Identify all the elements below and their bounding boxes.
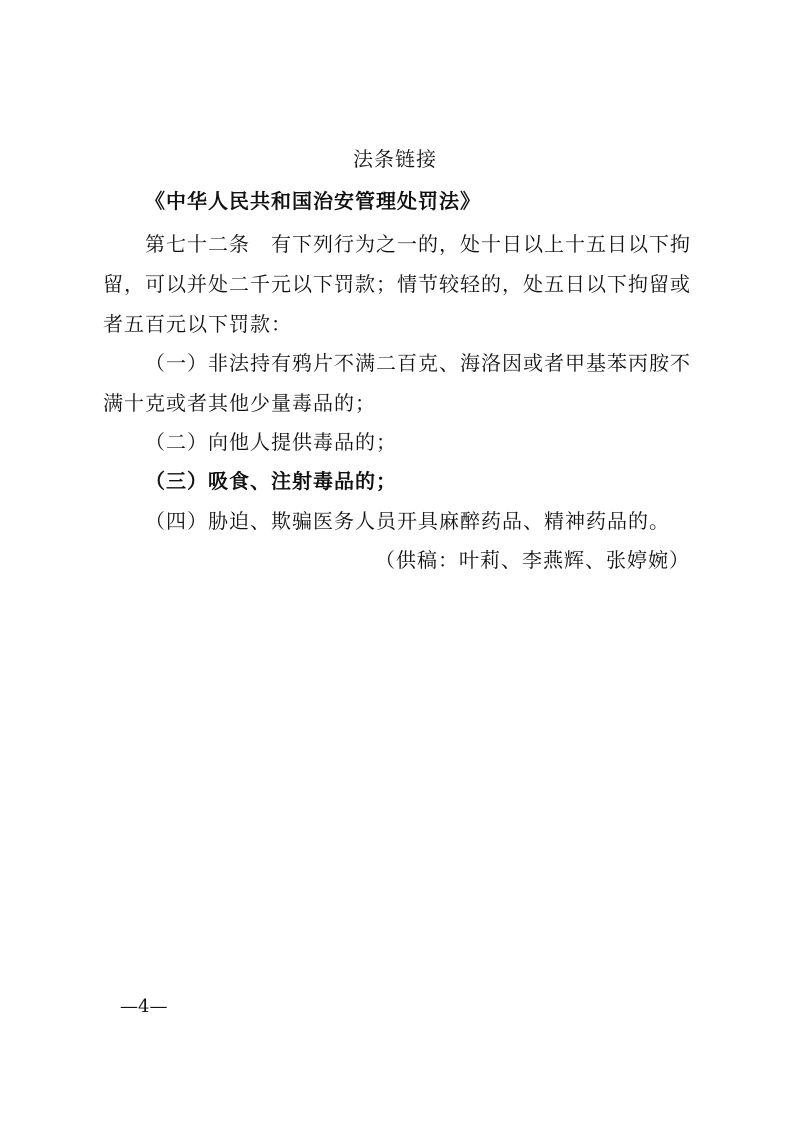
law-title: 《中华人民共和国治安管理处罚法》 xyxy=(145,189,481,213)
article-line-3: 者五百元以下罚款： xyxy=(103,312,292,336)
article-line-1: 第七十二条 有下列行为之一的，处十日以上十五日以下拘 xyxy=(145,232,691,256)
article-line-2: 留，可以并处二千元以下罚款；情节较轻的，处五日以下拘留或 xyxy=(103,272,691,296)
item-4: （四）胁迫、欺骗医务人员开具麻醉药品、精神药品的。 xyxy=(145,509,670,533)
item-1-line-1: （一）非法持有鸦片不满二百克、海洛因或者甲基苯丙胺不 xyxy=(145,351,691,375)
item-2: （二）向他人提供毒品的； xyxy=(145,430,397,454)
section-heading: 法条链接 xyxy=(353,147,437,171)
credit-line: （供稿：叶莉、李燕辉、张婷婉） xyxy=(375,548,690,572)
item-1-line-2: 满十克或者其他少量毒品的； xyxy=(103,391,376,415)
item-3: （三）吸食、注射毒品的； xyxy=(145,469,397,493)
page-number: —4— xyxy=(120,996,168,1017)
